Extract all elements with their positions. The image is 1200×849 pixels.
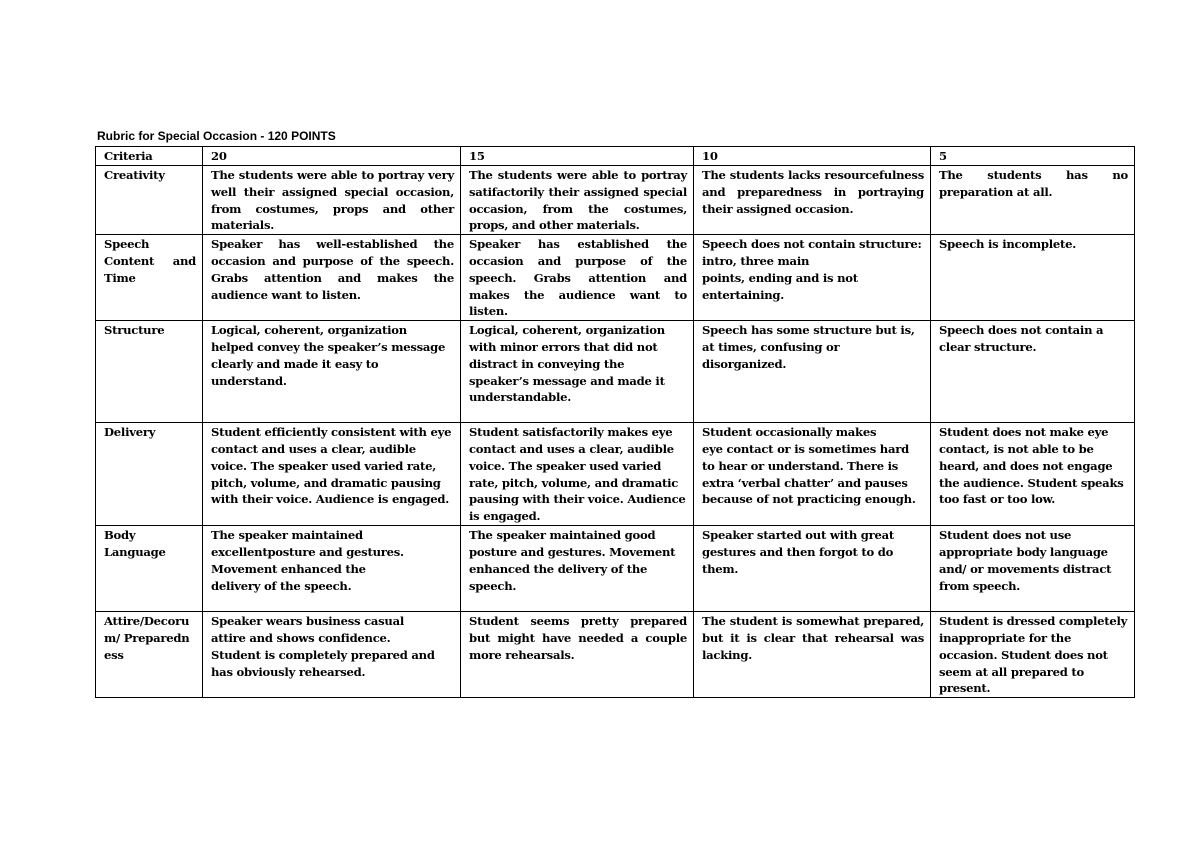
rubric-cell: Logical, coherent, organization helped convey the speaker’s message clearly and made it easy to understand. bbox=[203, 321, 461, 423]
document-title: Rubric for Special Occasion - 120 POINTS bbox=[97, 129, 336, 143]
rubric-cell: Student efficiently consistent with eye contact and uses a clear, audible voice. The speaker used varied rate, pitch, volume, and dramatic pausing with their voice. Audience is engaged. bbox=[203, 423, 461, 526]
rubric-cell: Speech does not contain structure: intro, three main points, ending and is not entertaining. bbox=[694, 235, 931, 321]
rubric-cell: The student is somewhat prepared, but it is clear that rehearsal was lacking. bbox=[694, 612, 931, 698]
rubric-cell: Student does not make eye contact, is not able to be heard, and does not engage the audience. Student speaks too fast or too low. bbox=[931, 423, 1135, 526]
header-score-15: 15 bbox=[461, 147, 694, 166]
criteria-cell: Attire/Decorum/ Preparedness bbox=[96, 612, 203, 698]
header-score-10: 10 bbox=[694, 147, 931, 166]
rubric-cell: The students lacks resourcefulness and preparedness in portraying their assigned occasion. bbox=[694, 166, 931, 235]
header-score-20: 20 bbox=[203, 147, 461, 166]
table-row bbox=[96, 526, 1135, 612]
rubric-cell: The students has no preparation at all. bbox=[931, 166, 1135, 235]
rubric-cell: Student occasionally makes eye contact or is sometimes hard to hear or understand. There is extra ‘verbal chatter’ and pauses because of not practicing enough. bbox=[694, 423, 931, 526]
table-row bbox=[96, 612, 1135, 698]
rubric-cell: Speaker wears business casual attire and shows confidence. Student is completely prepared and has obviously rehearsed. bbox=[203, 612, 461, 698]
rubric-cell: The students were able to portray very well their assigned special occasion, from costumes, props and other materials. bbox=[203, 166, 461, 235]
rubric-table bbox=[95, 146, 1135, 698]
rubric-cell: Speaker has established the occasion and purpose of the speech. Grabs attention and makes the audience want to listen. bbox=[461, 235, 694, 321]
criteria-cell: Speech Content and Time bbox=[96, 235, 203, 321]
rubric-cell: The speaker maintained excellentposture and gestures. Movement enhanced the delivery of the speech. bbox=[203, 526, 461, 612]
rubric-cell: Student does not use appropriate body language and/ or movements distract from speech. bbox=[931, 526, 1135, 612]
table-row bbox=[96, 423, 1135, 526]
rubric-cell: Student satisfactorily makes eye contact and uses a clear, audible voice. The speaker used varied rate, pitch, volume, and dramatic pausing with their voice. Audience is engaged. bbox=[461, 423, 694, 526]
rubric-cell: Speaker started out with great gestures and then forgot to do them. bbox=[694, 526, 931, 612]
rubric-cell: The students were able to portray satifactorily their assigned special occasion, from the costumes, props, and other materials. bbox=[461, 166, 694, 235]
rubric-cell: Speech is incomplete. bbox=[931, 235, 1135, 321]
table-row bbox=[96, 235, 1135, 321]
criteria-cell: Creativity bbox=[96, 166, 203, 235]
rubric-cell: Logical, coherent, organization with minor errors that did not distract in conveying the speaker’s message and made it understandable. bbox=[461, 321, 694, 423]
header-score-5: 5 bbox=[931, 147, 1135, 166]
rubric-cell: Speech has some structure but is, at times, confusing or disorganized. bbox=[694, 321, 931, 423]
header-criteria: Criteria bbox=[96, 147, 203, 166]
rubric-cell: Speech does not contain a clear structure. bbox=[931, 321, 1135, 423]
criteria-cell: Delivery bbox=[96, 423, 203, 526]
criteria-cell: Structure bbox=[96, 321, 203, 423]
table-row bbox=[96, 321, 1135, 423]
rubric-cell: The speaker maintained good posture and gestures. Movement enhanced the delivery of the speech. bbox=[461, 526, 694, 612]
rubric-cell: Speaker has well-established the occasion and purpose of the speech. Grabs attention and makes the audience want to listen. bbox=[203, 235, 461, 321]
table-header-row bbox=[96, 147, 1135, 166]
rubric-cell: Student seems pretty prepared but might have needed a couple more rehearsals. bbox=[461, 612, 694, 698]
rubric-cell: Student is dressed completely inappropriate for the occasion. Student does not seem at all prepared to present. bbox=[931, 612, 1135, 698]
table-row bbox=[96, 166, 1135, 235]
criteria-cell: Body Language bbox=[96, 526, 203, 612]
